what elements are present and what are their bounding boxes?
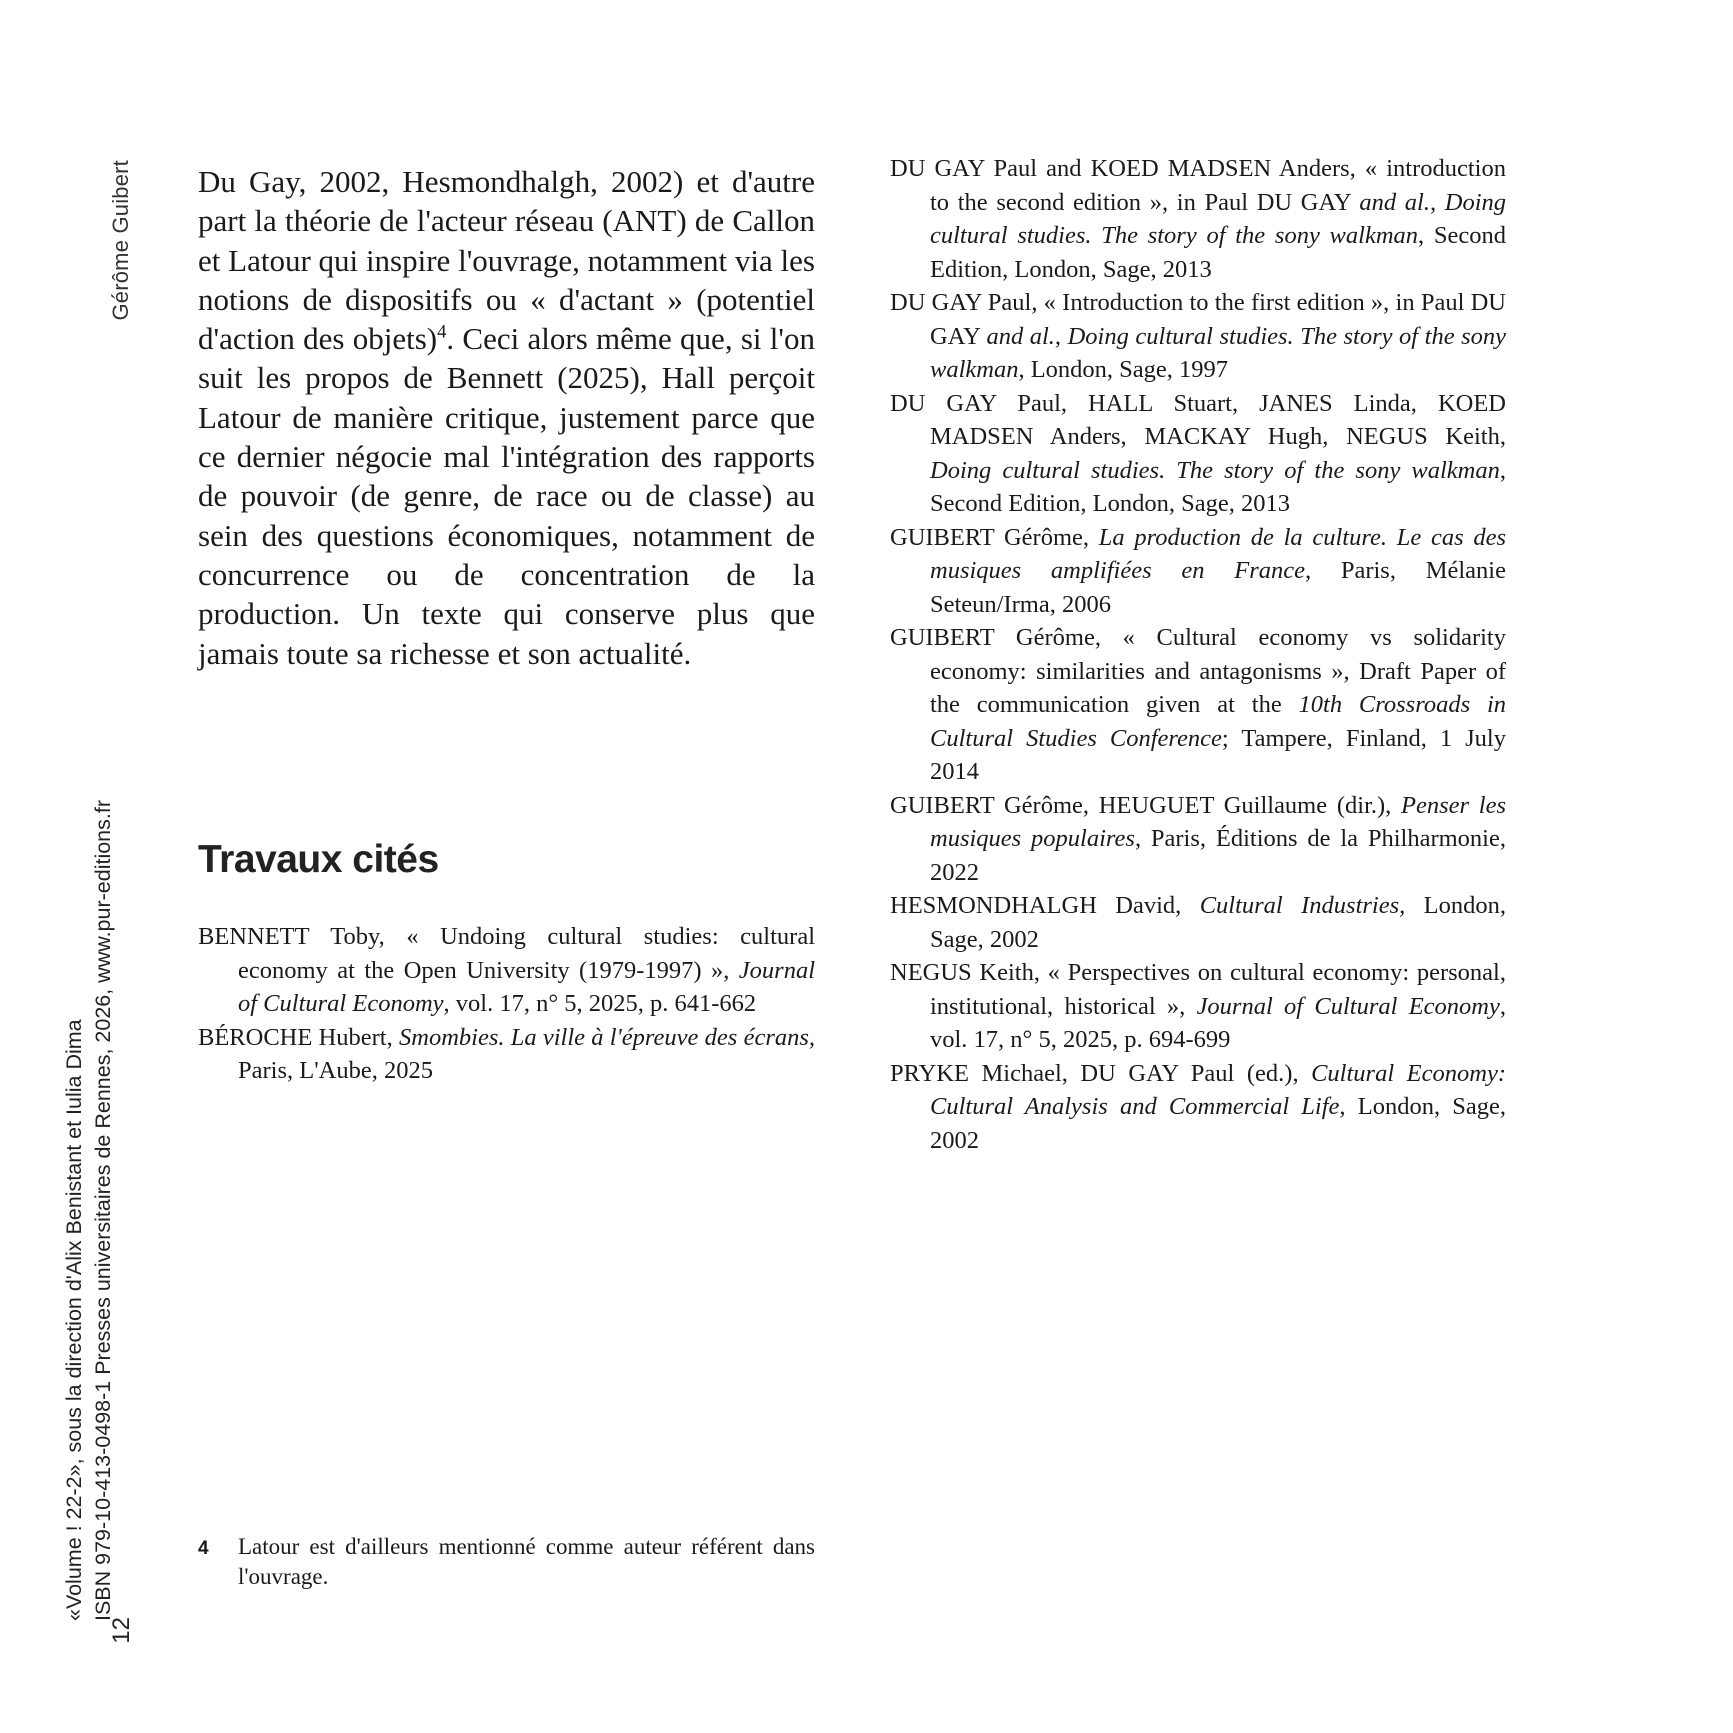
body-column	[198, 162, 815, 673]
reference-entry: PRYKE Michael, DU GAY Paul (ed.), Cultural Economy: Cultural Analysis and Commercial Life, London, Sage, 2002	[890, 1059, 1506, 1154]
footnote	[198, 1532, 815, 1592]
reference-entry: DU GAY Paul and KOED MADSEN Anders, « introduction to the second edition », in Paul DU GAY and al., Doing cultural studies. The story of the sony walkman, Second Edition, London, Sage, 2013	[890, 155, 1506, 283]
page-number: 12	[108, 1617, 135, 1644]
reference-entry: DU GAY Paul, « Introduction to the first edition », in Paul DU GAY and al., Doing cultural studies. The story of the sony walkman, London, Sage, 1997	[890, 289, 1507, 383]
reference-entry: NEGUS Keith, « Perspectives on cultural economy: personal, institutional, historical », Journal of Cultural Economy, vol. 17, n° 5, 2025, p. 694-699	[890, 959, 1506, 1053]
footnote-number: 4	[198, 1538, 209, 1559]
reference-entry: DU GAY Paul, HALL Stuart, JANES Linda, KOED MADSEN Anders, MACKAY Hugh, NEGUS Keith, Doing cultural studies. The story of the sony walkman, Second Edition, London, Sage, 2013	[890, 389, 1506, 517]
reference-list-right	[890, 152, 1506, 1157]
footnote-text: Latour est d'ailleurs mentionné comme auteur référent dans l'ouvrage.	[238, 1534, 815, 1589]
publication-info	[60, 800, 118, 1621]
body-text-part1: Du Gay, 2002, Hesmondhalgh, 2002) et d'autre part la théorie de l'acteur réseau (ANT) de Callon et Latour qui inspire l'ouvrage, notamment via les notions de dispositifs ou « d'actant » (potentiel d'action des objets)	[198, 164, 815, 357]
reference-entry: GUIBERT Gérôme, HEUGUET Guillaume (dir.), Penser les musiques populaires, Paris, Éditions de la Philharmonie, 2022	[890, 791, 1506, 886]
footnote-reference[interactable]: 4	[437, 321, 447, 343]
section-title: Travaux cités	[198, 838, 439, 881]
reference-entry: HESMONDHALGH David, Cultural Industries, London, Sage, 2002	[890, 892, 1507, 953]
reference-entry: GUIBERT Gérôme, « Cultural economy vs solidarity economy: similarities and antagonisms », Draft Paper of the communication given at the 10th Crossroads in Cultural Studies Conference; Tampere, Finland, 1 July 2014	[890, 624, 1506, 785]
reference-entry: BÉROCHE Hubert, Smombies. La ville à l'épreuve des écrans, Paris, L'Aube, 2025	[198, 1023, 816, 1084]
publication-info-line2: ISBN 979-10-413-0498-1 Presses universitaires de Rennes, 2026, www.pur-editions.fr	[91, 800, 115, 1622]
reference-entry: BENNETT Toby, « Undoing cultural studies: cultural economy at the Open University (1979-1997) », Journal of Cultural Economy, vol. 17, n° 5, 2025, p. 641-662	[198, 923, 815, 1017]
running-head: Gérôme Guibert	[108, 160, 133, 321]
reference-entry: GUIBERT Gérôme, La production de la culture. Le cas des musiques amplifiées en France, Paris, Mélanie Seteun/Irma, 2006	[890, 523, 1506, 618]
body-paragraph	[198, 162, 815, 673]
body-text-part2: . Ceci alors même que, si l'on suit les propos de Bennett (2025), Hall perçoit Latour de manière critique, justement parce que ce dernier négocie mal l'intégration des rapports de pouvoir (de genre, de race ou de classe) au sein des questions économiques, notamment de concurrence ou de concentration de la production. Un texte qui conserve plus que jamais toute sa richesse et son actualité.	[198, 321, 816, 671]
publication-info-line1: «Volume ! 22-2», sous la direction d'Alix Benistant et Iulia Dima	[62, 1019, 86, 1622]
reference-list-left	[198, 920, 815, 1088]
